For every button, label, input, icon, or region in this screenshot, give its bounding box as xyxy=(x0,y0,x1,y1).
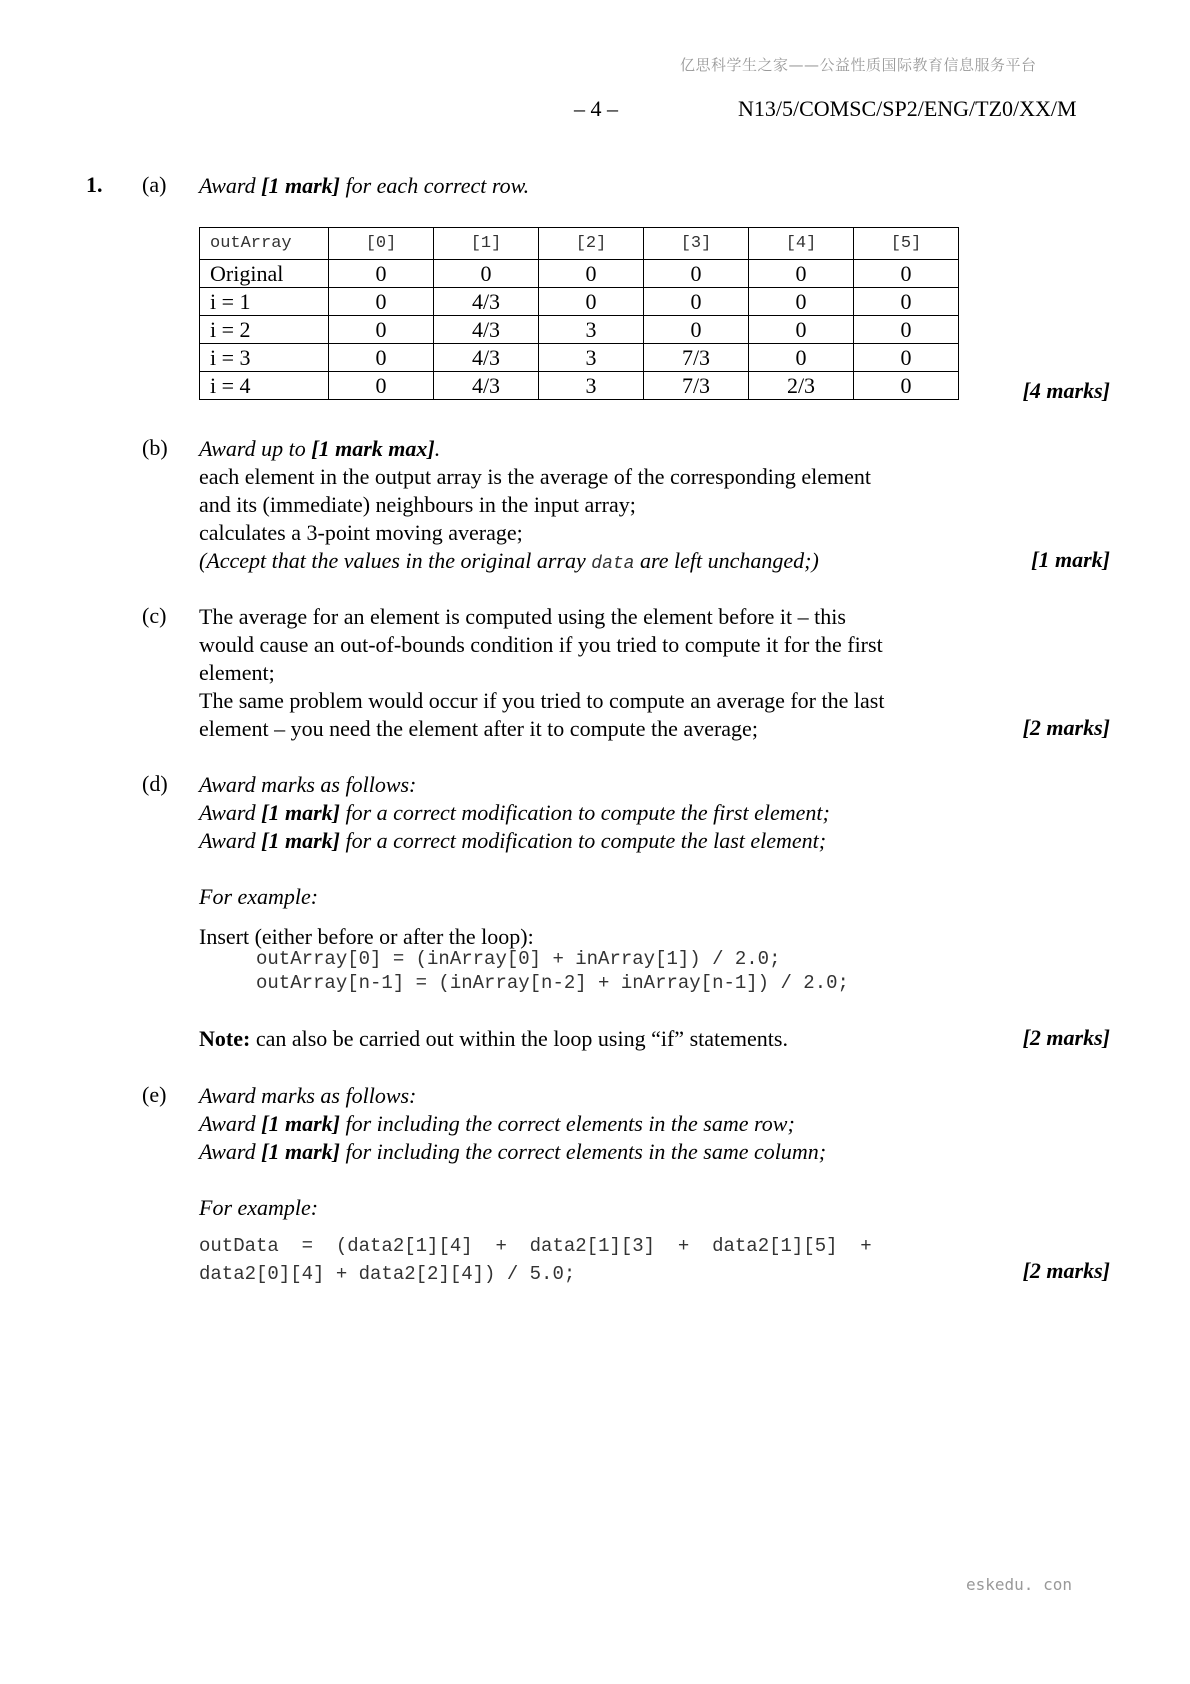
part-d-code-line-2: outArray[n-1] = (inArray[n-2] + inArray[n-1]) / 2.0; xyxy=(256,972,849,994)
table-cell: 0 xyxy=(854,344,959,372)
table-header-cell: [5] xyxy=(854,228,959,260)
table-cell: 0 xyxy=(644,260,749,288)
part-b-marks: [1 mark] xyxy=(1031,547,1110,572)
table-cell: 0 xyxy=(329,344,434,372)
part-d-marks: [2 marks] xyxy=(1022,1025,1110,1050)
part-d-award-2-pre: Award xyxy=(199,828,262,853)
table-cell: 0 xyxy=(749,344,854,372)
table-row xyxy=(200,288,959,316)
table-cell: 0 xyxy=(434,260,539,288)
part-e-award-1-bold: [1 mark] xyxy=(261,1111,340,1136)
table-cell: 0 xyxy=(329,316,434,344)
table-cell: 0 xyxy=(329,372,434,400)
document-code: N13/5/COMSC/SP2/ENG/TZ0/XX/M xyxy=(738,96,1077,121)
part-b-accept-code: data xyxy=(591,554,635,574)
table-header-row xyxy=(200,228,959,260)
part-e-award-2-pre: Award xyxy=(199,1139,262,1164)
header-watermark: 亿思科学生之家——公益性质国际教育信息服务平台 xyxy=(680,56,1037,74)
table-cell: 0 xyxy=(644,288,749,316)
part-b-accept xyxy=(199,547,819,578)
table-cell: i = 4 xyxy=(200,372,329,400)
part-b-instr-post: . xyxy=(434,436,441,461)
part-e-award-1-post: for including the correct elements in the same row; xyxy=(339,1111,795,1136)
part-d-award-1-bold: [1 mark] xyxy=(261,800,340,825)
part-e-award-1-pre: Award xyxy=(199,1111,262,1136)
table-cell: 7/3 xyxy=(644,344,749,372)
table-cell: i = 1 xyxy=(200,288,329,316)
part-c-para2-line-2: element – you need the element after it to compute the average; xyxy=(199,716,758,741)
part-b-instr-pre: Award up to xyxy=(199,436,312,461)
table-cell: i = 2 xyxy=(200,316,329,344)
part-d-award-1-post: for a correct modification to compute the first element; xyxy=(339,800,830,825)
part-e-award-1 xyxy=(199,1110,795,1138)
part-e-label: (e) xyxy=(142,1082,167,1107)
table-header-cell: [4] xyxy=(749,228,854,260)
part-c-para1-line-2: would cause an out-of-bounds condition if you tried to compute it for the first xyxy=(199,632,883,657)
table-cell: 0 xyxy=(749,316,854,344)
table-cell: 3 xyxy=(539,344,644,372)
table-cell: 4/3 xyxy=(434,316,539,344)
part-c-label: (c) xyxy=(142,603,167,628)
part-d-code-line-1: outArray[0] = (inArray[0] + inArray[1]) / 2.0; xyxy=(256,948,781,970)
part-a-marks: [4 marks] xyxy=(1022,378,1110,403)
outarray-table xyxy=(199,227,959,400)
table-cell: 3 xyxy=(539,316,644,344)
table-cell: 0 xyxy=(539,260,644,288)
part-b-line-3: calculates a 3-point moving average; xyxy=(199,520,523,545)
table-cell: 0 xyxy=(854,260,959,288)
table-row xyxy=(200,372,959,400)
part-e-award-2-bold: [1 mark] xyxy=(261,1139,340,1164)
question-number: 1. xyxy=(86,172,103,197)
part-d-award-2-post: for a correct modification to compute the last element; xyxy=(339,828,827,853)
table-header-cell: outArray xyxy=(200,228,329,260)
table-cell: Original xyxy=(200,260,329,288)
table-row xyxy=(200,316,959,344)
part-d-award-1 xyxy=(199,799,830,827)
table-cell: 4/3 xyxy=(434,288,539,316)
part-b-instruction xyxy=(199,435,440,463)
part-d-example-label: For example: xyxy=(199,884,319,909)
part-d-note-text: can also be carried out within the loop using “if” statements. xyxy=(250,1026,788,1051)
table-cell: 0 xyxy=(854,316,959,344)
table-cell: 0 xyxy=(854,372,959,400)
table-cell: 0 xyxy=(329,260,434,288)
part-a-instr-bold: [1 mark] xyxy=(261,173,340,198)
table-cell: 0 xyxy=(749,260,854,288)
part-a-label: (a) xyxy=(142,172,167,197)
part-a-instr-post: for each correct row. xyxy=(339,173,530,198)
part-d-insert-label: Insert (either before or after the loop): xyxy=(199,924,534,949)
table-header-cell: [3] xyxy=(644,228,749,260)
table-cell: 0 xyxy=(329,288,434,316)
part-d-note-label: Note: xyxy=(199,1026,251,1051)
part-e-example-label: For example: xyxy=(199,1195,319,1220)
table-row xyxy=(200,260,959,288)
part-d-award-2 xyxy=(199,827,826,855)
part-e-code-line-2: data2[0][4] + data2[2][4]) / 5.0; xyxy=(199,1263,576,1285)
table-cell: 7/3 xyxy=(644,372,749,400)
table-row xyxy=(200,344,959,372)
table-cell: 4/3 xyxy=(434,344,539,372)
part-c-para1-line-3: element; xyxy=(199,660,275,685)
footer-watermark: eskedu. con xyxy=(966,1575,1072,1594)
part-a-instr-pre: Award xyxy=(199,173,262,198)
part-d-label: (d) xyxy=(142,771,168,796)
part-e-marks: [2 marks] xyxy=(1022,1258,1110,1283)
part-b-accept-post: are left unchanged;) xyxy=(634,548,819,573)
table-cell: i = 3 xyxy=(200,344,329,372)
part-c-para2-line-1: The same problem would occur if you tried to compute an average for the last xyxy=(199,688,885,713)
table-cell: 0 xyxy=(644,316,749,344)
table-header-cell: [1] xyxy=(434,228,539,260)
page-number: – 4 – xyxy=(574,96,618,121)
part-b-instr-bold: [1 mark max] xyxy=(311,436,435,461)
part-c-para1-line-1: The average for an element is computed using the element before it – this xyxy=(199,604,846,629)
table-cell: 0 xyxy=(854,288,959,316)
part-b-line-2: and its (immediate) neighbours in the input array; xyxy=(199,492,636,517)
table-header-cell: [0] xyxy=(329,228,434,260)
part-d-note xyxy=(199,1025,788,1053)
table-cell: 2/3 xyxy=(749,372,854,400)
part-a-instruction xyxy=(199,172,529,200)
table-header-cell: [2] xyxy=(539,228,644,260)
part-b-accept-pre: (Accept that the values in the original array xyxy=(199,548,592,573)
part-e-code-line-1: outData = (data2[1][4] + data2[1][3] + data2[1][5] + xyxy=(199,1235,872,1257)
part-c-marks: [2 marks] xyxy=(1022,715,1110,740)
part-b-line-1: each element in the output array is the average of the corresponding element xyxy=(199,464,871,489)
part-d-award-2-bold: [1 mark] xyxy=(261,828,340,853)
part-b-label: (b) xyxy=(142,435,168,460)
part-e-award-2-post: for including the correct elements in the same column; xyxy=(339,1139,827,1164)
part-d-instruction: Award marks as follows: xyxy=(199,772,417,797)
table-cell: 0 xyxy=(749,288,854,316)
part-d-award-1-pre: Award xyxy=(199,800,262,825)
table-cell: 4/3 xyxy=(434,372,539,400)
part-e-award-2 xyxy=(199,1138,826,1166)
table-cell: 3 xyxy=(539,372,644,400)
part-e-instruction: Award marks as follows: xyxy=(199,1083,417,1108)
table-cell: 0 xyxy=(539,288,644,316)
